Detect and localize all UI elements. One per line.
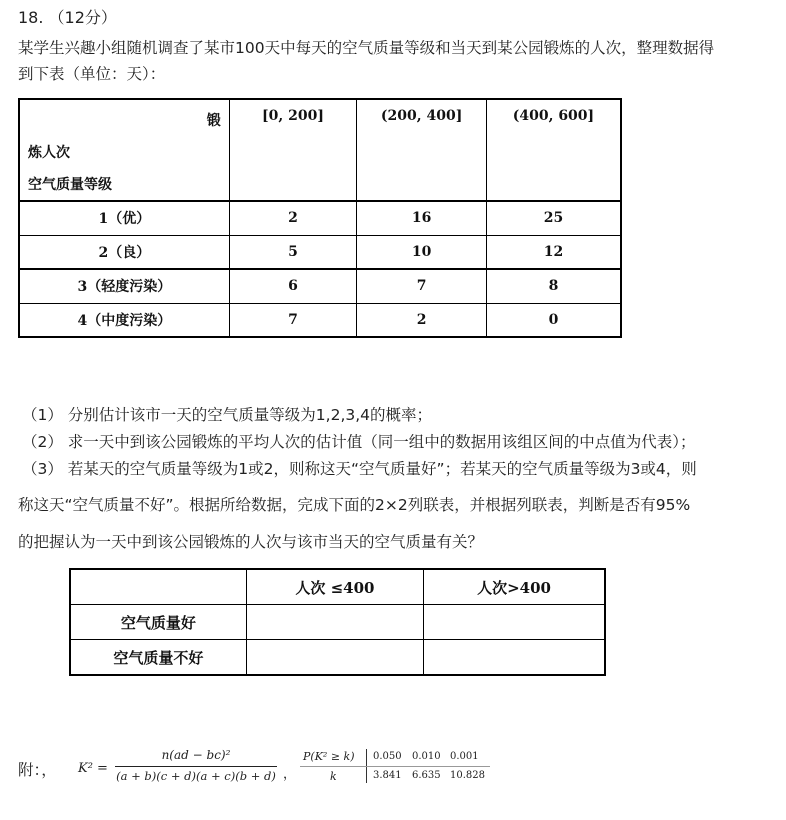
table-header-row (70, 569, 605, 605)
table-cell: 25 (486, 201, 621, 235)
part-3-line3: 的把握认为一天中到该公园锻炼的人次与该市当天的空气质量有关？ (18, 533, 484, 551)
table-cell: 7 (357, 269, 487, 303)
table-row (19, 201, 621, 235)
row-label: 3（轻度污染） (19, 269, 229, 303)
empty-cell (246, 640, 423, 676)
contingency-table (69, 568, 606, 676)
p-value: 0.010 (412, 751, 441, 762)
k-value: 10.828 (450, 770, 485, 781)
header-cell (70, 569, 246, 605)
table-row (70, 640, 605, 676)
row-label: 空气质量好 (70, 605, 246, 640)
table-cell: 10 (357, 235, 487, 269)
table-cell: 0 (486, 303, 621, 337)
table-cell: 8 (486, 269, 621, 303)
k2-lhs: K² = (78, 761, 108, 776)
table-cell: 16 (357, 201, 487, 235)
column-header: (200, 400] (357, 99, 487, 201)
k-header: k (330, 770, 337, 783)
fraction-bar (115, 766, 277, 767)
table-cell: 7 (229, 303, 357, 337)
corner-label-bottom: 空气质量等级 (28, 177, 112, 193)
question-header (18, 8, 117, 28)
empty-cell (424, 605, 605, 640)
appendix-label: 附：， (18, 761, 57, 779)
k-value: 3.841 (373, 770, 402, 781)
table-corner-cell (19, 99, 229, 201)
column-header: [0, 200] (229, 99, 357, 201)
formula-numerator: n(ad − bc)² (161, 748, 231, 762)
p-header: P(K² ≥ k) (303, 750, 355, 763)
header-cell: 人次>400 (424, 569, 605, 605)
p-value: 0.001 (450, 751, 479, 762)
table-row (19, 269, 621, 303)
corner-label-mid: 炼人次 (28, 145, 70, 161)
empty-cell (246, 605, 423, 640)
part-3-line1: （3） 若某天的空气质量等级为1或2，则称这天“空气质量好”；若某天的空气质量等级为3或4，则 (22, 460, 697, 478)
row-label: 1（优） (19, 201, 229, 235)
cv-table-hrule (300, 766, 490, 767)
table-row (19, 303, 621, 337)
table-cell: 5 (229, 235, 357, 269)
table-row (70, 605, 605, 640)
table-cell: 2 (357, 303, 487, 337)
table-cell: 12 (486, 235, 621, 269)
table-cell: 2 (229, 201, 357, 235)
question-intro-line1: 某学生兴趣小组随机调查了某市100天中每天的空气质量等级和当天到某公园锻炼的人次，整理数据得 (18, 39, 715, 57)
row-label: 4（中度污染） (19, 303, 229, 337)
p-value: 0.050 (373, 751, 402, 762)
corner-label-top: 锻 (206, 113, 221, 129)
question-intro-line2: 到下表（单位：天）： (18, 65, 166, 83)
empty-cell (424, 640, 605, 676)
part-2: （2） 求一天中到该公园锻炼的平均人次的估计值（同一组中的数据用该组区间的中点值为代表）； (22, 433, 696, 451)
formula-denominator: (a + b)(c + d)(a + c)(b + d) (116, 769, 276, 783)
formula-comma: ， (283, 767, 297, 782)
question-score: （12分） (48, 8, 117, 27)
data-table (18, 98, 622, 338)
row-label: 2（良） (19, 235, 229, 269)
question-number: 18. (18, 8, 44, 27)
column-header: (400, 600] (486, 99, 621, 201)
k-value: 6.635 (412, 770, 441, 781)
header-cell: 人次 ≤400 (246, 569, 423, 605)
row-label: 空气质量不好 (70, 640, 246, 676)
part-3-line2: 称这天“空气质量不好”。根据所给数据，完成下面的2×2列联表，并根据列联表，判断是否有95% (18, 496, 691, 514)
part-1: （1） 分别估计该市一天的空气质量等级为1,2,3,4的概率； (22, 406, 433, 424)
table-cell: 6 (229, 269, 357, 303)
table-row (19, 235, 621, 269)
